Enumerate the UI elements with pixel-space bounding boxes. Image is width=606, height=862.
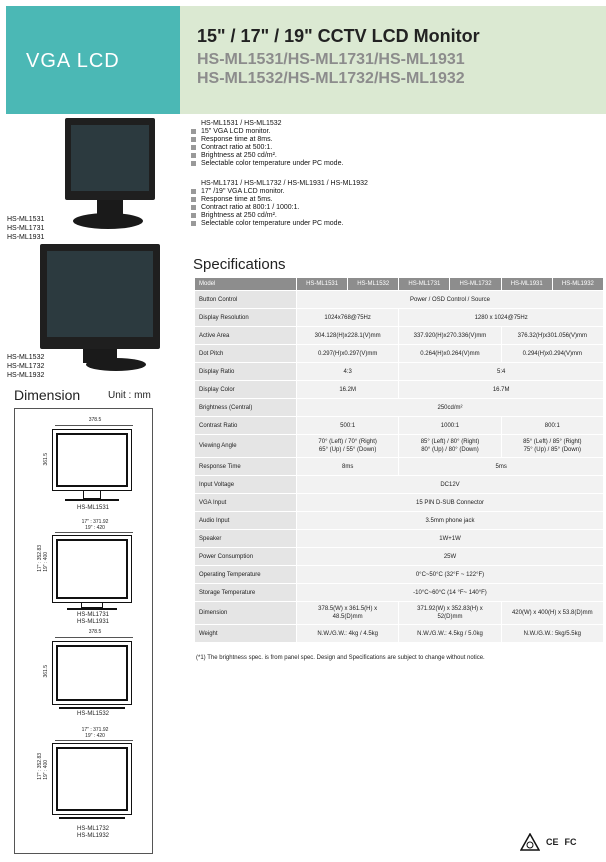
spec-cell: 337.920(H)x270.336(V)mm [399, 327, 500, 344]
spec-row-label: Input Voltage [195, 476, 296, 493]
spec-cell: Power / OSD Control / Source [297, 291, 603, 308]
fcc-mark-icon: FC [564, 837, 577, 847]
spec-cell: 0°C~50°C (32°F ~ 122°F) [297, 566, 603, 583]
spec-header-model: HS-ML1732 [450, 278, 500, 290]
features-block-2: HS-ML1731 / HS-ML1732 / HS-ML1931 / HS-ML1932 17" /19" VGA LCD monitor. Response time at 5ms. Contract ratio at 800:1 / 1000:1. Brightness at 250 cd/m². Selectable color temperature under PC mode. [191, 180, 368, 228]
spec-cell: 16.2M [297, 381, 398, 398]
dimension-width: 17" : 371.92 19" : 420 [81, 727, 109, 739]
spec-cell: 376.32(H)x301.056(V)mm [502, 327, 603, 344]
spec-cell: 378.5(W) x 361.5(H) x 48.5(D)mm [297, 602, 398, 624]
spec-row-label: Dot Pitch [195, 345, 296, 362]
spec-cell: 1W+1W [297, 530, 603, 547]
specifications-table [194, 277, 604, 643]
category-label: VGA LCD [26, 50, 120, 72]
spec-row-label: Viewing Angle [195, 435, 296, 457]
spec-cell: 5ms [399, 458, 603, 475]
spec-row [195, 291, 603, 308]
spec-cell: N.W./G.W.: 4.5kg / 5.0kg [399, 625, 500, 642]
model-line-2: HS-ML1532/HS-ML1732/HS-ML1932 [197, 70, 465, 87]
dimension-unit: Unit : mm [108, 390, 151, 401]
spec-cell: 85° (Left) / 85° (Right) 75° (Up) / 85° (Down) [502, 435, 603, 457]
category-banner [6, 6, 180, 114]
specifications-title: Specifications [193, 256, 286, 273]
spec-cell: 800:1 [502, 417, 603, 434]
spec-row [195, 381, 603, 398]
features-block-1: HS-ML1531 / HS-ML1532 15" VGA LCD monitor. Response time at 8ms. Contract ratio at 500:1. Brightness at 250 cd/m². Selectable color temperature under PC mode. [191, 120, 343, 168]
spec-row [195, 602, 603, 624]
spec-row-label: Power Consumption [195, 548, 296, 565]
model-line-1: HS-ML1531/HS-ML1731/HS-ML1931 [197, 51, 465, 68]
spec-row-label: Response Time [195, 458, 296, 475]
spec-cell: -10°C~60°C (14 °F~ 140°F) [297, 584, 603, 601]
ul-listed-icon [520, 833, 540, 851]
dimension-width: 378.5 [88, 417, 102, 423]
spec-cell: 0.297(H)x0.297(V)mm [297, 345, 398, 362]
product-group-2-models: HS-ML1532 HS-ML1732 HS-ML1932 [7, 354, 45, 379]
product-photo-monitor-2 [38, 244, 163, 379]
dimension-drawings [14, 408, 153, 854]
spec-row-label: Operating Temperature [195, 566, 296, 583]
spec-cell: 500:1 [297, 417, 398, 434]
spec-row [195, 417, 603, 434]
dimension-caption: HS-ML1732 HS-ML1932 [76, 826, 109, 839]
spec-row-label: Audio Input [195, 512, 296, 529]
spec-row-label: Display Resolution [195, 309, 296, 326]
spec-cell: 4:3 [297, 363, 398, 380]
spec-cell: 8ms [297, 458, 398, 475]
dimension-height: 361.5 [43, 665, 49, 678]
dimension-height: 17" : 352.83 19" : 400 [37, 753, 49, 780]
spec-cell: 1000:1 [399, 417, 500, 434]
spec-header-row [195, 278, 603, 290]
spec-row [195, 584, 603, 601]
spec-cell: 250cd/m² [297, 399, 603, 416]
spec-row-label: Display Color [195, 381, 296, 398]
dimension-title: Dimension [14, 387, 81, 403]
spec-cell: 5:4 [399, 363, 603, 380]
spec-footnote: (*1) The brightness spec. is from panel spec. Design and Specifications are subject to change without notice. [196, 655, 485, 661]
spec-row-label: Brightness (Central) [195, 399, 296, 416]
dimension-drawing-2 [37, 519, 137, 624]
spec-row-label: Display Ratio [195, 363, 296, 380]
dimension-width: 17" : 371.92 19" : 420 [81, 519, 109, 531]
dimension-caption: HS-ML1531 [76, 505, 109, 511]
spec-row [195, 494, 603, 511]
spec-cell: 304.128(H)x228.1(V)mm [297, 327, 398, 344]
spec-cell: 85° (Left) / 80° (Right) 80° (Up) / 80° (Down) [399, 435, 500, 457]
spec-row [195, 625, 603, 642]
spec-row [195, 363, 603, 380]
page-title: 15" / 17" / 19" CCTV LCD Monitor [197, 26, 480, 46]
spec-header-model: HS-ML1532 [348, 278, 398, 290]
dimension-drawing-1 [37, 417, 137, 517]
spec-row-label: Contrast Ratio [195, 417, 296, 434]
spec-row [195, 399, 603, 416]
spec-cell: 70° (Left) / 70° (Right) 65° (Up) / 55° (Down) [297, 435, 398, 457]
certification-marks [520, 833, 577, 851]
spec-row-label: Storage Temperature [195, 584, 296, 601]
spec-cell: DC12V [297, 476, 603, 493]
title-banner [180, 6, 606, 114]
spec-header-model: HS-ML1932 [553, 278, 603, 290]
spec-row [195, 327, 603, 344]
dimension-width: 378.5 [88, 629, 102, 635]
spec-cell: 1280 x 1024@75Hz [399, 309, 603, 326]
product-photo-monitor-1 [55, 118, 160, 233]
spec-cell: 371.92(W) x 352.83(H) x 52(D)mm [399, 602, 500, 624]
spec-row [195, 530, 603, 547]
dimension-drawing-3 [37, 629, 137, 729]
spec-row [195, 566, 603, 583]
spec-header-model: HS-ML1931 [502, 278, 552, 290]
dimension-caption: HS-ML1731 HS-ML1931 [76, 612, 109, 625]
spec-header-model: HS-ML1731 [399, 278, 449, 290]
spec-cell: 420(W) x 400(H) x 53.8(D)mm [502, 602, 603, 624]
spec-cell: 3.5mm phone jack [297, 512, 603, 529]
spec-cell: N.W./G.W.: 4kg / 4.5kg [297, 625, 398, 642]
spec-row [195, 476, 603, 493]
spec-row-label: Weight [195, 625, 296, 642]
spec-cell: 16.7M [399, 381, 603, 398]
spec-row-label: VGA Input [195, 494, 296, 511]
spec-row-label: Dimension [195, 602, 296, 624]
dimension-height: 17" : 352.83 19" : 400 [37, 545, 49, 572]
spec-row [195, 435, 603, 457]
spec-cell: 15 PIN D-SUB Connector [297, 494, 603, 511]
spec-row [195, 309, 603, 326]
spec-cell: 25W [297, 548, 603, 565]
spec-row [195, 458, 603, 475]
ce-mark-icon: CE [546, 837, 559, 847]
dimension-caption: HS-ML1532 [76, 711, 109, 717]
spec-row-label: Speaker [195, 530, 296, 547]
spec-header-label: Model [195, 278, 296, 290]
spec-row [195, 512, 603, 529]
spec-header-model: HS-ML1531 [297, 278, 347, 290]
spec-cell: 1024x768@75Hz [297, 309, 398, 326]
spec-row-label: Active Area [195, 327, 296, 344]
spec-cell: 0.294(H)x0.294(V)mm [502, 345, 603, 362]
spec-cell: N.W./G.W.: 5kg/5.5kg [502, 625, 603, 642]
product-group-1-models: HS-ML1531 HS-ML1731 HS-ML1931 [7, 216, 45, 241]
dimension-drawing-4 [37, 727, 137, 852]
spec-row-label: Button Control [195, 291, 296, 308]
dimension-height: 361.5 [43, 453, 49, 466]
spec-row [195, 548, 603, 565]
spec-cell: 0.264(H)x0.264(V)mm [399, 345, 500, 362]
spec-row [195, 345, 603, 362]
